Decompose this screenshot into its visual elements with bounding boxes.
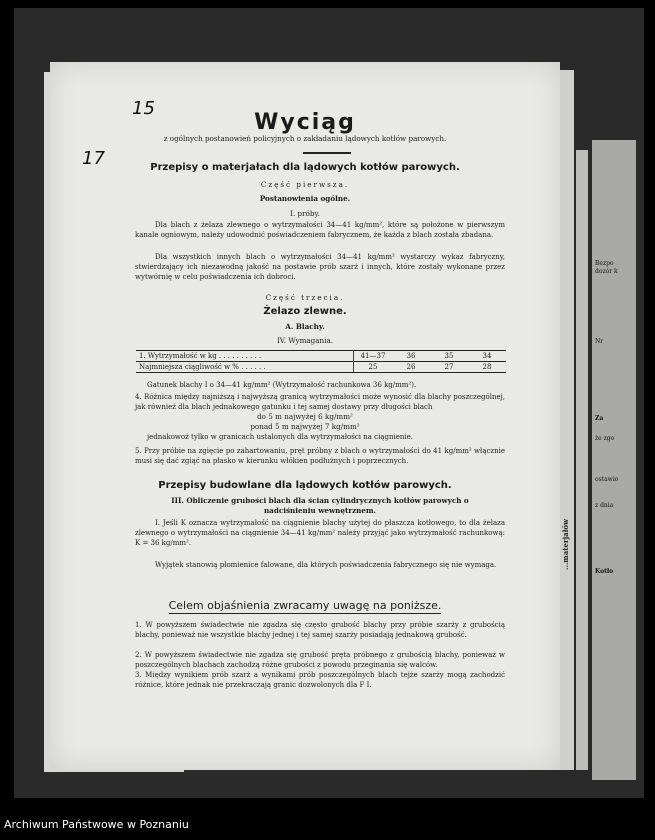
paragraph-line: ponad 5 m najwyżej 7 kg/mm² bbox=[250, 422, 360, 431]
table-row bbox=[136, 351, 506, 362]
note-item: 3. Między wynikiem prób szarż a wynikami prób poszczególnych blach tejże szarży mogą zachodzić różnice, które jednak nie przekraczają granic dozwolonych dla F I. bbox=[135, 671, 505, 689]
document-subtitle: z ogólnych postanowień policyjnych o zakładaniu lądowych kotłów parowych. bbox=[163, 134, 447, 143]
side-fragment: Bezpo bbox=[595, 260, 614, 267]
handwritten-number: 17 bbox=[82, 148, 105, 169]
note-item: 1. W powyższem świadectwie nie zgadza się często grubość blachy przy próbie szarży z grubością blachy, ponieważ nie wszystkie blachy jednej i tej samej szarży posiadają jednakową grubość. bbox=[135, 621, 505, 639]
requirements-table bbox=[136, 350, 506, 373]
handwritten-number: 15 bbox=[132, 98, 155, 119]
table-cell-label: Najmniejsza ciągliwość w % . . . . . . bbox=[136, 362, 354, 373]
subheading: Żelazo zlewne. bbox=[263, 306, 347, 317]
part-heading: Część trzecia. bbox=[265, 293, 345, 302]
table-cell: 28 bbox=[468, 362, 506, 373]
subheading: III. Obliczenie grubości blach dla ścian cylindrycznych kotłów parowych o nadciśnieniu wewnętrznem. bbox=[171, 496, 469, 515]
document-page bbox=[50, 62, 560, 770]
table-cell: 25 bbox=[354, 362, 393, 373]
table-cell: 34 bbox=[468, 351, 506, 362]
side-fragment: z dnia bbox=[595, 502, 614, 509]
paragraph: jednakowoż tylko w granicach ustalonych dla wytrzymałości na ciągnienie. bbox=[147, 433, 413, 441]
notice-heading: Celem objaśnienia zwracamy uwagę na poniższe. bbox=[168, 599, 442, 612]
subheading: IV. Wymagania. bbox=[276, 336, 334, 345]
subheading: I. próby. bbox=[290, 209, 320, 218]
page-edge bbox=[560, 70, 574, 770]
table-cell: 26 bbox=[392, 362, 430, 373]
table-cell: 27 bbox=[430, 362, 468, 373]
paragraph: Gatunek blachy I o 34—41 kg/mm² (Wytrzymałość rachunkowa 36 kg/mm²). bbox=[147, 381, 417, 389]
side-fragment: ostawio bbox=[595, 476, 619, 483]
paragraph: 5. Przy próbie na zgięcie po zahartowaniu, pręt próbny z blach o wytrzymałości do 41 kg/mm² włącznie musi się dać zgiąć na płasko w kierunku włókien podłużnych i poprzecznych. bbox=[135, 447, 505, 465]
paragraph: I. Jeśli K oznacza wytrzymałość na ciągnienie blachy użytej do płaszcza kotłowego, to dla żelaza zlewnego o wytrzymałości na ciągnienie 34—41 kg/mm² należy przyjąć jako wytrzymałość rachunkową: K = 36 kg/mm². bbox=[135, 519, 505, 547]
paragraph-line: do 5 m najwyżej 6 kg/mm² bbox=[257, 412, 353, 421]
paragraph: Dla wszystkich innych blach o wytrzymałości 34—41 kg/mm² wystarczy wykaz fabryczny, stwierdzający ich niezawodną jakość na postawie prób szarż i innych, które zostały wykonane przez wytwórnię w celu poświadczenia ich dobroci. bbox=[135, 253, 505, 281]
side-document bbox=[592, 140, 636, 780]
subheading: Postanowienia ogólne. bbox=[259, 194, 351, 203]
section-heading: Przepisy o materjałach dla lądowych kotłów parowych. bbox=[150, 162, 460, 173]
side-fragment: dozór k bbox=[595, 268, 618, 275]
vertical-label: ...materjałów bbox=[561, 518, 570, 570]
table-row bbox=[136, 362, 506, 373]
table-cell-label: 1. Wytrzymałość w kg . . . . . . . . . . bbox=[136, 351, 354, 362]
subheading: A. Blachy. bbox=[285, 322, 325, 331]
table-cell: 41—37 bbox=[354, 351, 393, 362]
part-heading: Część pierwsza. bbox=[260, 180, 350, 189]
side-fragment: Nr bbox=[595, 338, 604, 345]
paragraph: Dla blach z żelaza zlewnego o wytrzymałości 34—41 kg/mm², które są położone w pierwszym kanale ogniowym, należy udowodnić poświadczeniem fabrycznem, że każda z blach została zbadana. bbox=[135, 221, 505, 239]
archive-credit: Archiwum Państwowe w Poznaniu bbox=[4, 818, 189, 831]
paragraph: 4. Różnica między najniższą i najwyższą granicą wytrzymałości może wynosić dla blachy poszczególnej, jak również dla blach jednakowego gatunku i tej samej dostawy przy długości blach bbox=[135, 393, 505, 411]
notice-heading-wrap bbox=[50, 594, 560, 613]
divider bbox=[303, 152, 351, 154]
table-cell: 35 bbox=[430, 351, 468, 362]
note-item: 2. W powyższem świadectwie nie zgadza się grubość pręta próbnego z grubością blachy, ponieważ w poszczególnych blachach zachodzą różne grubości z powodu przeginania się walców. bbox=[135, 651, 505, 669]
document-title: Wyciąg bbox=[254, 110, 356, 135]
side-fragment: że zgo bbox=[595, 435, 615, 442]
side-fragment: Kotło bbox=[595, 568, 614, 575]
page-edge bbox=[576, 150, 588, 770]
section-heading: Przepisy budowlane dla lądowych kotłów parowych. bbox=[158, 480, 452, 491]
table-cell: 36 bbox=[392, 351, 430, 362]
side-fragment: Za bbox=[595, 415, 604, 422]
paragraph: Wyjątek stanowią płomienice falowane, dla których poświadczenia fabrycznego się nie wymaga. bbox=[155, 561, 497, 569]
